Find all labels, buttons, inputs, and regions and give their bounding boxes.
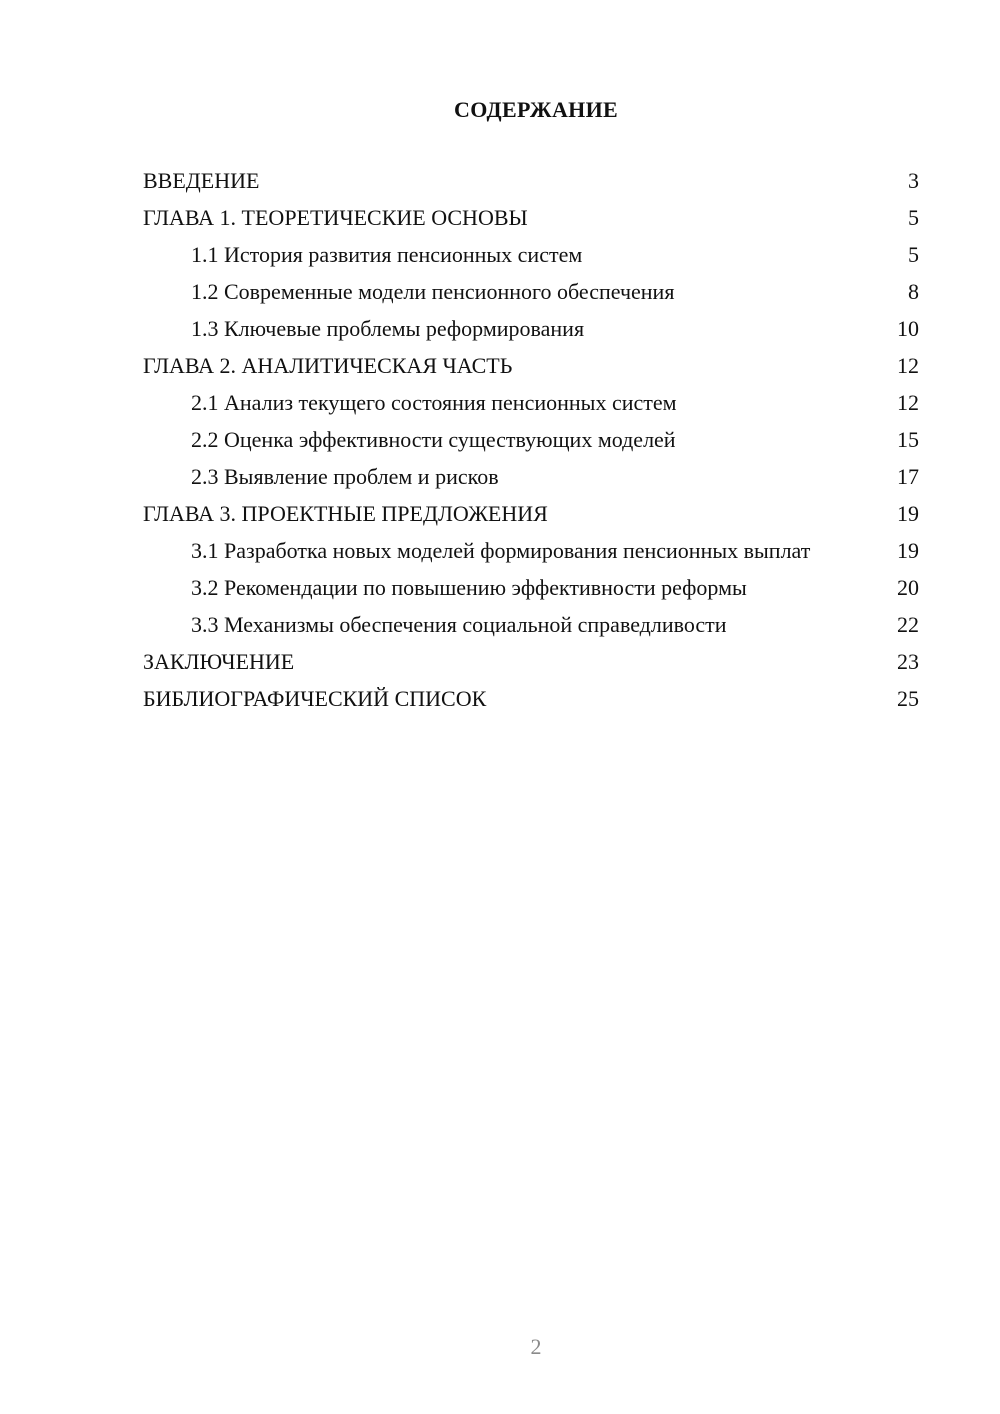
- toc-entry-label: ГЛАВА 2. АНАЛИТИЧЕСКАЯ ЧАСТЬ: [143, 353, 513, 378]
- toc-entry-section-3-1[interactable]: [143, 537, 919, 564]
- toc-entry-conclusion[interactable]: [143, 648, 919, 675]
- toc-entry-label: 2.2 Оценка эффективности существующих моделей: [191, 427, 676, 452]
- toc-entry-chapter-1[interactable]: [143, 204, 919, 231]
- toc-entry-introduction[interactable]: [143, 167, 919, 194]
- toc-entry-page: 15: [897, 427, 919, 452]
- toc-entry-label: 1.2 Современные модели пенсионного обеспечения: [191, 279, 675, 304]
- toc-entry-section-1-2[interactable]: [143, 278, 919, 305]
- toc-entry-page: 17: [897, 464, 919, 489]
- toc-entry-page: 12: [897, 390, 919, 415]
- toc-entry-label: ГЛАВА 1. ТЕОРЕТИЧЕСКИЕ ОСНОВЫ: [143, 205, 528, 230]
- toc-entry-label: 2.1 Анализ текущего состояния пенсионных систем: [191, 390, 677, 415]
- toc-entry-bibliography[interactable]: [143, 685, 919, 712]
- toc-entry-page: 23: [897, 649, 919, 674]
- toc-entry-label: 3.3 Механизмы обеспечения социальной справедливости: [191, 612, 727, 637]
- toc-entry-label: ЗАКЛЮЧЕНИЕ: [143, 649, 295, 674]
- toc-entry-section-3-3[interactable]: [143, 611, 919, 638]
- toc-entry-section-2-3[interactable]: [143, 463, 919, 490]
- toc-entry-label: ВВЕДЕНИЕ: [143, 168, 260, 193]
- toc-entry-section-3-2[interactable]: [143, 574, 919, 601]
- toc-entry-label: БИБЛИОГРАФИЧЕСКИЙ СПИСОК: [143, 686, 487, 711]
- toc-entry-chapter-2[interactable]: [143, 352, 919, 379]
- toc-entry-page: 22: [897, 612, 919, 637]
- toc-entry-page: 12: [897, 353, 919, 378]
- toc-entry-label: 1.1 История развития пенсионных систем: [191, 242, 583, 267]
- toc-entry-label: 3.2 Рекомендации по повышению эффективности реформы: [191, 575, 747, 600]
- toc-entry-label: 2.3 Выявление проблем и рисков: [191, 464, 499, 489]
- toc-entry-section-1-3[interactable]: [143, 315, 919, 342]
- toc-entry-page: 5: [908, 242, 919, 267]
- toc-entry-page: 19: [897, 501, 919, 526]
- toc-entry-page: 3: [908, 168, 919, 193]
- page-number: 2: [530, 1334, 542, 1359]
- toc-entry-label: ГЛАВА 3. ПРОЕКТНЫЕ ПРЕДЛОЖЕНИЯ: [143, 501, 548, 526]
- page-title: СОДЕРЖАНИЕ: [454, 97, 618, 122]
- toc-entry-page: 8: [908, 279, 919, 304]
- toc-entry-page: 5: [908, 205, 919, 230]
- toc-entry-label: 3.1 Разработка новых моделей формирования пенсионных выплат: [191, 538, 811, 563]
- toc-entry-page: 10: [897, 316, 919, 341]
- toc-entry-page: 19: [897, 538, 919, 563]
- toc-entry-page: 20: [897, 575, 919, 600]
- toc-entry-label: 1.3 Ключевые проблемы реформирования: [191, 316, 585, 341]
- toc-entry-section-1-1[interactable]: [143, 241, 919, 268]
- toc-entry-page: 25: [897, 686, 919, 711]
- toc-entry-section-2-2[interactable]: [143, 426, 919, 453]
- toc-entry-section-2-1[interactable]: [143, 389, 919, 416]
- toc-entry-chapter-3[interactable]: [143, 500, 919, 527]
- table-of-contents: [143, 167, 919, 722]
